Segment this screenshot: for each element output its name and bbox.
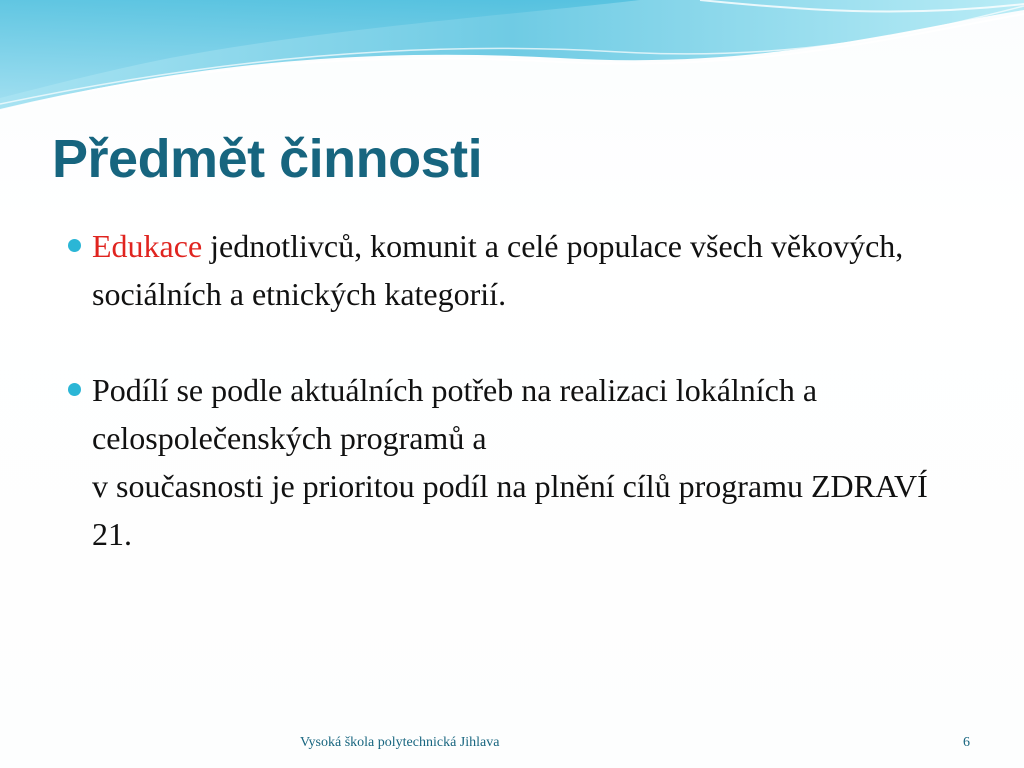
continuation-text: v současnosti je prioritou podíl na plnění cílů programu ZDRAVÍ 21. [92, 468, 928, 552]
slide-body [64, 222, 964, 558]
bullet-accent-text: Edukace [92, 228, 203, 264]
bullet-item [64, 366, 964, 462]
footer-institution: Vysoká škola polytechnická Jihlava [300, 735, 500, 750]
bullet-dot-icon [68, 239, 81, 252]
wave-decoration [0, 0, 1024, 120]
continuation-paragraph [64, 462, 964, 558]
bullet-text: jednotlivců, komunit a celé populace všech věkových, sociálních a etnických kategorií. [92, 228, 904, 312]
slide-footer [0, 733, 1024, 757]
bullet-dot-icon [68, 383, 81, 396]
page-number: 6 [963, 735, 970, 750]
bullet-text: Podílí se podle aktuálních potřeb na realizaci lokálních a celospolečenských programů a [92, 372, 818, 456]
bullet-item [64, 222, 964, 318]
slide-title: Předmět činnosti [52, 129, 483, 189]
